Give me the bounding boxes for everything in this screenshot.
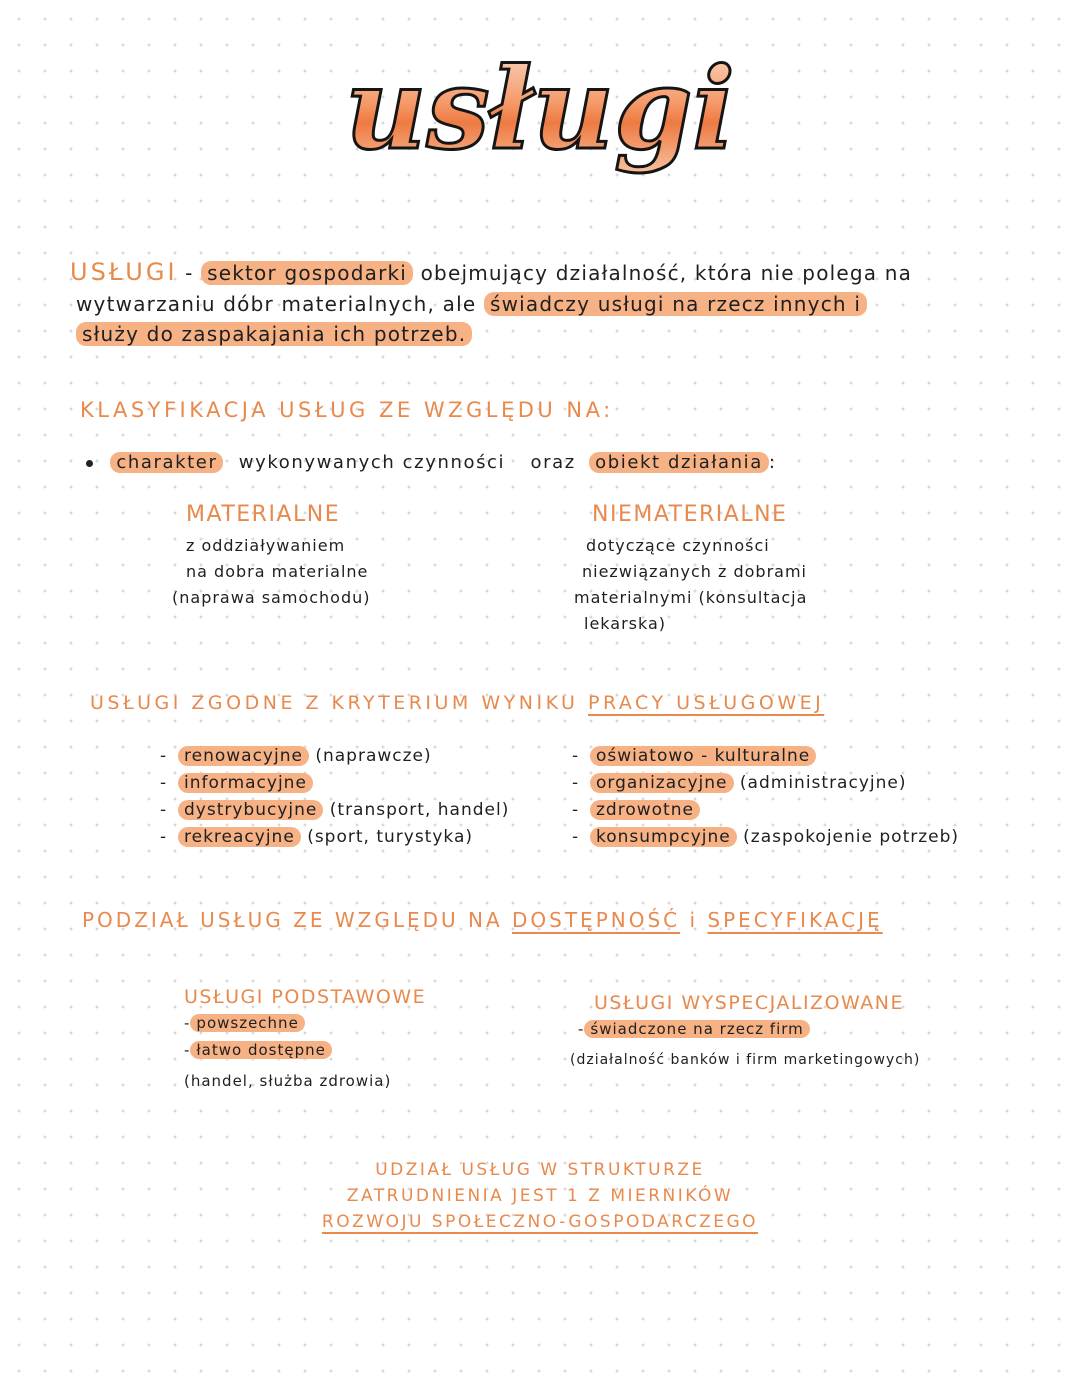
list-item-term: powszechne <box>190 1014 304 1032</box>
material-title: MATERIALNE <box>186 502 341 527</box>
definition-line-2 <box>76 292 867 316</box>
availability-heading-underlined-2: SPECYFIKACJĘ <box>707 908 883 932</box>
definition-text-2: wytwarzaniu dóbr materialnych, ale <box>76 292 477 316</box>
list-item: - oświatowo - kulturalne <box>572 746 959 773</box>
bullet-dot-icon <box>86 460 93 467</box>
list-item: - konsumpcyjne (zaspokojenie potrzeb) <box>572 827 960 847</box>
work-result-heading-underlined: PRACY USŁUGOWEJ <box>587 692 825 714</box>
specialized-services-block <box>570 992 920 1073</box>
material-block <box>172 502 370 611</box>
list-item: - rekreacyjne (sport, turystyka) <box>160 827 473 847</box>
list-item-term: dystrybucyjne <box>178 800 323 820</box>
immaterial-block <box>574 502 807 637</box>
bullet-suffix: : <box>768 452 777 473</box>
immaterial-line-1: dotyczące czynności <box>586 536 770 555</box>
immaterial-line-2: niezwiązanych z dobrami <box>582 562 807 581</box>
basic-services-title: USŁUGI PODSTAWOWE <box>184 986 427 1008</box>
footer-note <box>240 1160 840 1232</box>
list-item-term: zdrowotne <box>590 800 700 820</box>
list-item: - renowacyjne (naprawcze) <box>160 746 432 766</box>
work-result-right-list <box>572 746 959 854</box>
list-item-term: informacyjne <box>178 773 313 793</box>
definition-highlight-serves: świadczy usługi na rzecz innych i <box>484 292 867 316</box>
list-item-note: (transport, handel) <box>329 800 510 820</box>
basic-services-block <box>184 986 426 1094</box>
title-text: usługi <box>345 44 735 175</box>
definition-text-1: obejmujący działalność, która nie polega na <box>420 261 913 285</box>
bullet-highlight-character: charakter <box>110 452 223 473</box>
list-item-term: oświatowo - kulturalne <box>590 746 816 766</box>
definition-highlight-sector: sektor gospodarki <box>201 261 413 285</box>
list-item-note: (zaspokojenie potrzeb) <box>743 827 960 847</box>
list-item-note: (sport, turystyka) <box>307 827 473 847</box>
immaterial-line-4: lekarska) <box>584 614 667 633</box>
footer-line-2: ZATRUDNIENIA JEST 1 Z MIERNIKÓW <box>346 1186 734 1206</box>
list-item-term: konsumpcyjne <box>590 827 737 847</box>
list-item: - powszechne <box>184 1014 426 1041</box>
material-line-1: z oddziaływaniem <box>186 536 346 555</box>
list-item-note: (naprawcze) <box>315 746 432 766</box>
availability-heading-underlined-1: DOSTĘPNOŚĆ <box>512 908 681 932</box>
immaterial-title: NIEMATERIALNE <box>592 502 788 527</box>
bullet-highlight-object: obiekt działania <box>589 452 769 473</box>
work-result-heading-prefix: USŁUGI ZGODNE Z KRYTERIUM WYNIKU <box>90 692 579 714</box>
definition-term: USŁUGI <box>70 258 178 286</box>
list-item: - łatwo dostępne <box>184 1041 426 1068</box>
footer-line-3: ROZWOJU SPOŁECZNO-GOSPODARCZEGO <box>321 1212 759 1232</box>
list-item: - organizacyjne (administracyjne) <box>572 773 907 793</box>
list-item-term: świadczone na rzecz firm <box>584 1020 809 1038</box>
list-item-term: renowacyjne <box>178 746 309 766</box>
footer-line-1: UDZIAŁ USŁUG W STRUKTURZE <box>375 1160 705 1180</box>
bullet-text-1: wykonywanych czynności <box>238 452 506 473</box>
definition-highlight-needs: służy do zaspakajania ich potrzeb. <box>76 322 472 346</box>
material-line-3: (naprawa samochodu) <box>172 588 371 607</box>
list-item-term: rekreacyjne <box>178 827 301 847</box>
list-item-term: łatwo dostępne <box>190 1041 331 1059</box>
list-item-note: (administracyjne) <box>739 773 907 793</box>
definition-line-1 <box>70 258 912 286</box>
material-line-2: na dobra materialne <box>186 562 369 581</box>
immaterial-line-3: materialnymi (konsultacja <box>574 588 808 607</box>
work-result-heading <box>90 692 824 714</box>
specialized-services-example: (działalność banków i firm marketingowych) <box>570 1052 921 1068</box>
availability-heading-joiner: i <box>689 908 699 932</box>
specialized-services-title: USŁUGI WYSPECJALIZOWANE <box>594 992 904 1014</box>
availability-heading <box>82 908 883 932</box>
availability-heading-prefix: PODZIAŁ USŁUG ZE WZGLĘDU NA <box>82 908 503 932</box>
list-item: - zdrowotne <box>572 800 959 827</box>
list-item: - dystrybucyjne (transport, handel) <box>160 800 510 820</box>
bullet-text-2: oraz <box>530 452 576 473</box>
page-title <box>330 30 750 230</box>
classification-heading: KLASYFIKACJA USŁUG ZE WZGLĘDU NA: <box>80 398 614 422</box>
basic-services-example: (handel, służba zdrowia) <box>184 1072 392 1090</box>
definition-line-3 <box>76 322 472 346</box>
list-item-term: organizacyjne <box>590 773 734 793</box>
work-result-left-list <box>160 746 509 854</box>
list-item: - informacyjne <box>160 773 509 800</box>
classification-bullet <box>86 452 777 473</box>
list-item: - świadczone na rzecz firm <box>578 1020 920 1047</box>
definition-separator: - <box>185 261 194 285</box>
